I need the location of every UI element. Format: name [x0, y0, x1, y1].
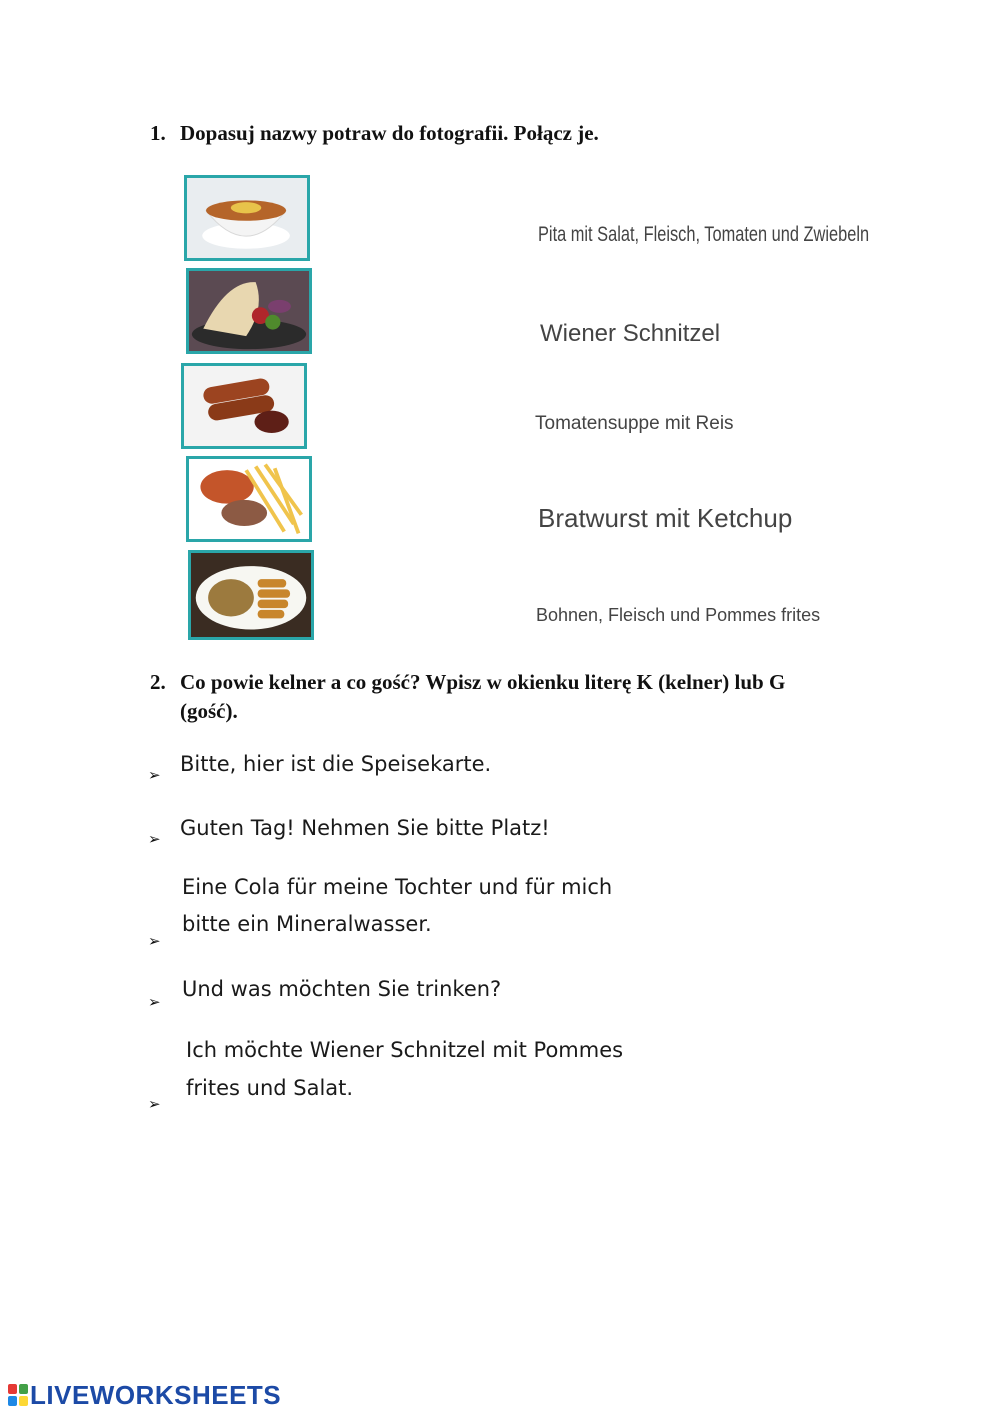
- task2-title-line1: Co powie kelner a co gość? Wpisz w okienku literę K (kelner) lub G: [180, 670, 786, 694]
- tomato-soup-rice-photo: [184, 175, 310, 261]
- sentence-5-line1: Ich möchte Wiener Schnitzel mit Pommes: [186, 1038, 624, 1062]
- arrowhead-bullet-icon: ➢: [148, 932, 161, 950]
- sentence-2: Guten Tag! Nehmen Sie bitte Platz!: [180, 816, 550, 840]
- task2-number: 2.: [150, 670, 166, 694]
- dish-label-bratwurst: Bratwurst mit Ketchup: [538, 503, 793, 533]
- arrowhead-bullet-icon: ➢: [148, 766, 161, 784]
- dish-label-pita: Pita mit Salat, Fleisch, Tomaten und Zwiebeln: [538, 223, 870, 246]
- liveworksheets-logo: [8, 1380, 281, 1410]
- bratwurst-photo: [181, 363, 307, 449]
- task1-number: 1.: [150, 121, 166, 145]
- dish-label-tomato-soup: Tomatensuppe mit Reis: [535, 413, 734, 434]
- schnitzel-photo: [188, 550, 314, 640]
- dish-label-wiener-schnitzel: Wiener Schnitzel: [540, 320, 721, 347]
- sentence-1: Bitte, hier ist die Speisekarte.: [180, 752, 492, 776]
- sentence-5-line2: frites und Salat.: [186, 1076, 354, 1100]
- sentence-3-line1: Eine Cola für meine Tochter und für mich: [182, 875, 613, 899]
- arrowhead-bullet-icon: ➢: [148, 830, 161, 848]
- task1-title: Dopasuj nazwy potraw do fotografii. Połącz je.: [180, 121, 599, 145]
- arrowhead-bullet-icon: ➢: [148, 1095, 161, 1113]
- arrowhead-bullet-icon: ➢: [148, 993, 161, 1011]
- task2-title-line2: (gość).: [180, 699, 238, 723]
- dish-label-beans-meat-fries: Bohnen, Fleisch und Pommes frites: [536, 605, 821, 625]
- pita-photo: [186, 268, 312, 354]
- beans-meat-fries-photo: [186, 456, 312, 542]
- logo-grid-icon: [8, 1384, 28, 1406]
- sentence-3-line2: bitte ein Mineralwasser.: [182, 912, 432, 936]
- sentence-4: Und was möchten Sie trinken?: [182, 977, 502, 1001]
- logo-text: LIVEWORKSHEETS: [30, 1379, 282, 1410]
